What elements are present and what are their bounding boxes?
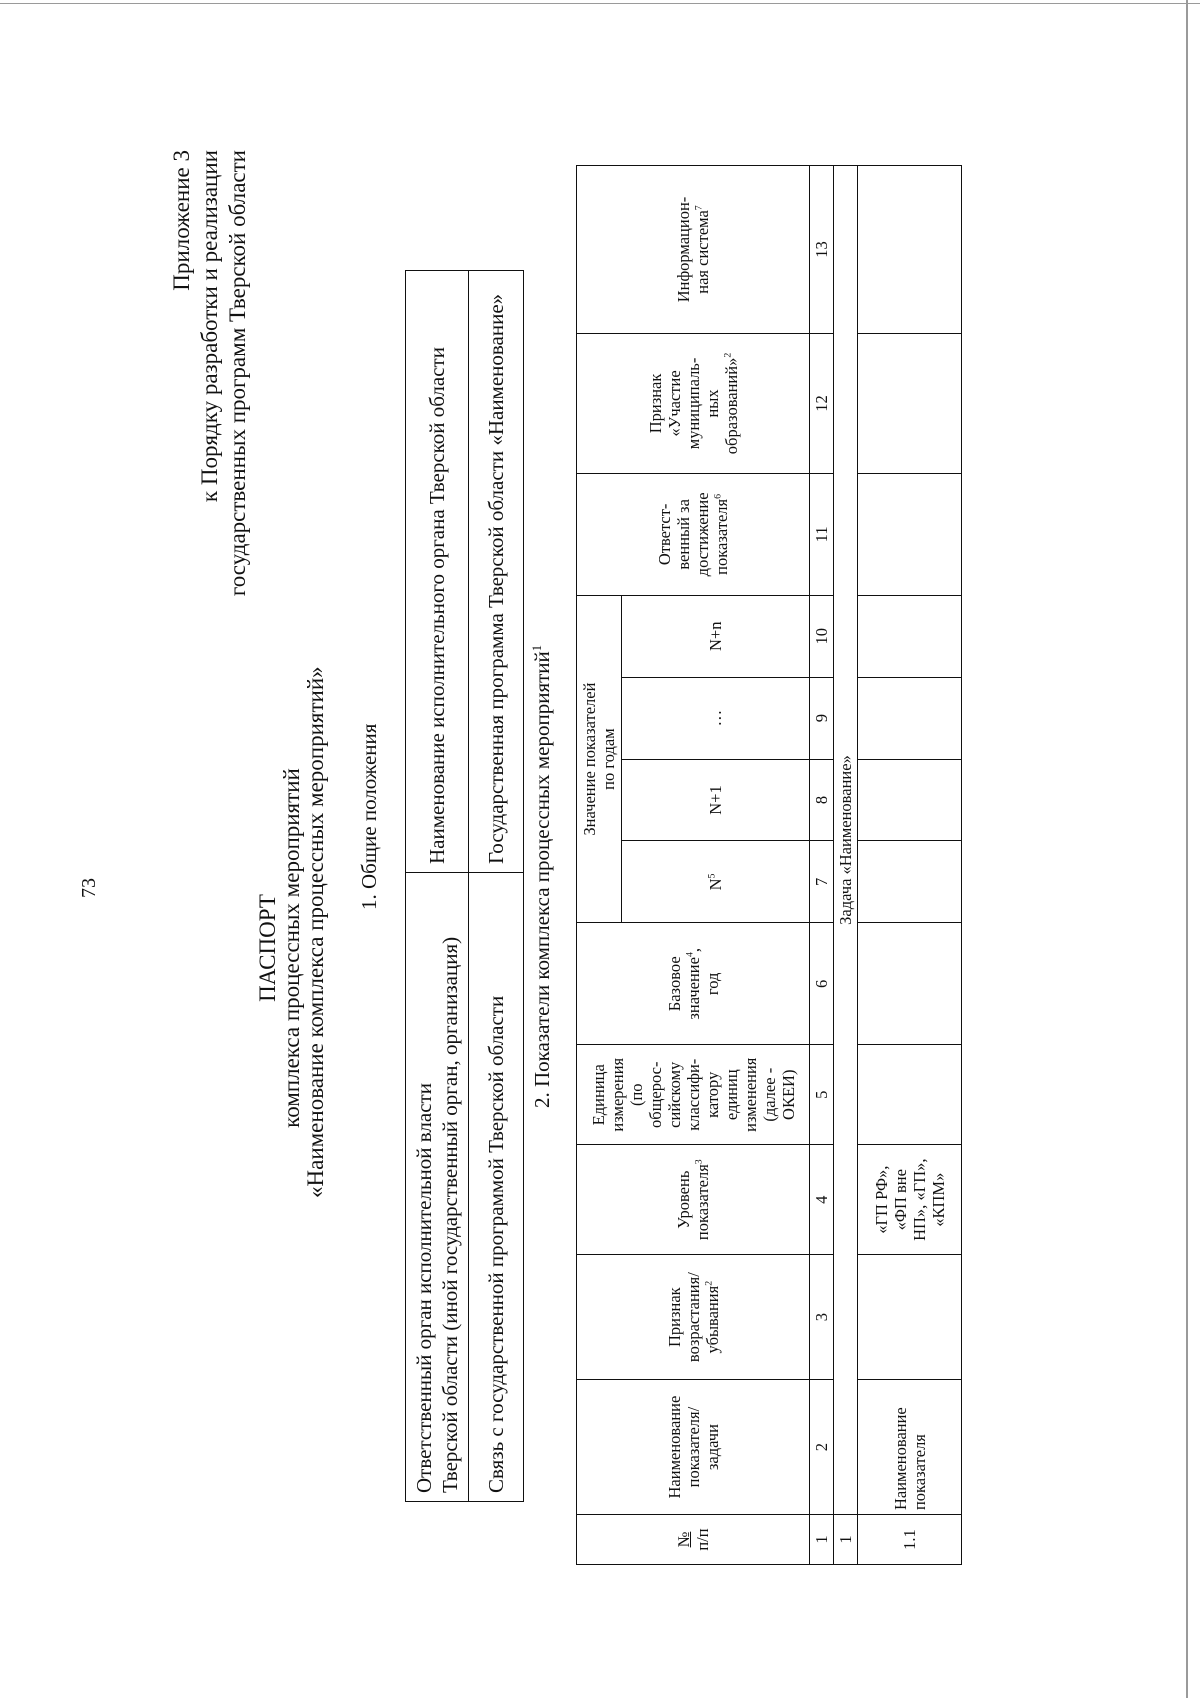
header-num-line-2: п/п <box>693 1528 712 1551</box>
header-unit-line: классифи- <box>683 1058 703 1131</box>
header-level-line-2: показателя <box>693 1164 712 1241</box>
indicator-name-line-1: Наименование <box>890 1407 910 1511</box>
header-level <box>577 1145 810 1255</box>
header-responsible <box>577 473 810 595</box>
indicator-row <box>858 166 962 1565</box>
indicator-level-line: «ФП вне <box>890 1169 910 1231</box>
header-sign-line-3: убывания <box>702 1285 722 1354</box>
indicator-sign <box>858 1255 962 1380</box>
header-unit-line: (далее - <box>759 1067 779 1122</box>
header-unit-line: изменения <box>740 1057 760 1132</box>
indicator-year-dots <box>858 677 962 759</box>
header-row-1 <box>577 166 622 1565</box>
header-unit-line: общерос- <box>645 1061 665 1128</box>
program-link-label-cell <box>469 873 524 1502</box>
header-mun-line: «Участие <box>664 370 684 437</box>
appendix-line-2: к Порядку разработки и реализации <box>197 150 222 503</box>
col-num: 11 <box>810 473 834 595</box>
col-num: 4 <box>810 1145 834 1255</box>
header-resp-footnote: 6 <box>712 493 724 499</box>
indicator-level-line: «ГП РФ», <box>871 1165 891 1234</box>
indicator-num: 1.1 <box>858 1515 962 1565</box>
responsible-value-cell <box>406 271 469 873</box>
header-year-dots: … <box>622 677 810 759</box>
task-num: 1 <box>834 1515 858 1565</box>
header-sign <box>577 1255 810 1380</box>
header-years-line-2: по годам <box>599 728 618 790</box>
header-sign-line-1: Признак <box>664 1287 684 1347</box>
header-base-line-1: Базовое <box>664 956 684 1012</box>
col-num: 10 <box>810 595 834 677</box>
col-num: 2 <box>810 1380 834 1515</box>
header-unit-line: измерения <box>607 1057 627 1132</box>
header-is-line-1: Информацион- <box>674 196 693 303</box>
indicator-year-n1 <box>858 759 962 841</box>
title-line-2: комплекса процессных мероприятий <box>279 768 304 1128</box>
col-num: 1 <box>810 1515 834 1565</box>
responsible-label-line-2: Тверской области (иной государственный орган, организация) <box>438 936 462 1493</box>
indicator-unit <box>858 1045 962 1145</box>
section2-heading-footnote: 1 <box>530 644 544 652</box>
indicator-municipal <box>858 333 962 473</box>
header-resp-line: показателя <box>712 498 731 575</box>
header-unit <box>577 1045 810 1145</box>
header-base-footnote: 4 <box>684 952 695 958</box>
header-name <box>577 1380 810 1515</box>
header-mun-footnote: 2 <box>722 352 733 358</box>
col-num: 5 <box>810 1045 834 1145</box>
responsible-label-cell <box>406 873 469 1502</box>
header-resp-line: Ответст- <box>655 503 674 566</box>
col-num: 12 <box>810 333 834 473</box>
column-number-row <box>810 166 834 1565</box>
title-line-1: ПАСПОРТ <box>255 894 280 1002</box>
header-year-n1: N+1 <box>622 759 810 841</box>
section1-heading: 1. Общие положения <box>357 723 381 910</box>
appendix-line-1: Приложение 3 <box>169 150 194 291</box>
header-mun-line: ных <box>702 389 722 418</box>
responsible-label-line-1: Ответственный орган исполнительной власти <box>412 1083 436 1493</box>
indicator-level <box>858 1145 962 1255</box>
col-num: 8 <box>810 759 834 841</box>
col-num: 3 <box>810 1255 834 1380</box>
header-unit-line: Единица <box>588 1064 608 1126</box>
task-row <box>834 166 858 1565</box>
header-year-nn: N+n <box>622 595 810 677</box>
header-num-line-1: № <box>674 1531 693 1548</box>
col-num: 6 <box>810 923 834 1045</box>
header-years <box>577 595 622 923</box>
col-num: 7 <box>810 841 834 923</box>
header-level-footnote: 3 <box>693 1159 705 1165</box>
header-unit-line: катору <box>702 1071 722 1118</box>
title-line-3: «Наименование комплекса процессных мероприятий» <box>303 666 328 1198</box>
task-label: Задача «Наименование» <box>834 166 858 1515</box>
header-year-n-footnote: 5 <box>706 873 718 879</box>
header-mun-line: муниципаль- <box>683 357 703 450</box>
header-name-line-1: Наименование <box>664 1395 684 1499</box>
header-year-n <box>622 841 810 923</box>
indicator-year-n <box>858 841 962 923</box>
document-title <box>255 666 328 1198</box>
table-row <box>469 271 524 1502</box>
header-num <box>577 1515 810 1565</box>
indicator-name-line-2: показателя <box>909 1434 929 1511</box>
section2-heading <box>530 645 555 1108</box>
header-name-line-2: показателя/задачи <box>683 1406 722 1488</box>
header-mun-line: Признак <box>645 373 665 434</box>
indicator-responsible <box>858 473 962 595</box>
indicator-year-nn <box>858 595 962 677</box>
indicator-info-system <box>858 166 962 334</box>
header-base: Базовое значение$^4$, год <box>577 923 810 1045</box>
indicator-name <box>858 1380 962 1515</box>
header-base-line-3: год <box>702 972 722 996</box>
program-link-label: Связь с государственной программой Тверской области <box>484 995 508 1493</box>
header-unit-line: ОКЕИ) <box>778 1069 798 1120</box>
header-base-line-2: значение <box>683 957 703 1020</box>
col-num: 9 <box>810 677 834 759</box>
section2-heading-text: 2. Показатели комплекса процессных мероприятий <box>530 651 554 1108</box>
header-year-n-text: N <box>706 878 725 891</box>
header-unit-line: единиц <box>721 1069 741 1121</box>
header-resp-line: венный за <box>674 499 693 570</box>
table-row <box>406 271 469 1502</box>
appendix-block <box>168 150 252 596</box>
header-sign-footnote: 2 <box>703 1280 714 1286</box>
header-municipal <box>577 333 810 473</box>
col-num: 13 <box>810 166 834 334</box>
program-link-value: Государственная программа Тверской области «Наименование» <box>484 293 508 864</box>
header-is-line-2: ная система <box>693 210 712 294</box>
header-is-footnote: 7 <box>693 205 705 211</box>
header-sign-line-2: возрастания/ <box>683 1272 703 1363</box>
header-level-line-1: Уровень <box>674 1170 693 1229</box>
appendix-line-3: государственных программ Тверской области <box>225 150 250 597</box>
indicators-table <box>576 165 962 1565</box>
general-provisions-table <box>405 270 524 1502</box>
header-resp-line: достижение <box>693 492 712 577</box>
page-number: 73 <box>78 878 100 898</box>
header-years-line-1: Значение показателей <box>580 682 599 836</box>
indicator-base <box>858 923 962 1045</box>
header-unit-line: (по <box>626 1083 646 1107</box>
indicator-level-line: «КПМ» <box>928 1172 948 1227</box>
program-link-value-cell <box>469 271 524 873</box>
header-unit-line: сийскому <box>664 1061 684 1128</box>
responsible-value: Наименование исполнительного органа Тверской области <box>425 347 449 864</box>
header-mun-line: образований» <box>721 357 741 455</box>
header-info-system <box>577 166 810 334</box>
indicator-level-line: НП», «ГП», <box>909 1158 929 1241</box>
